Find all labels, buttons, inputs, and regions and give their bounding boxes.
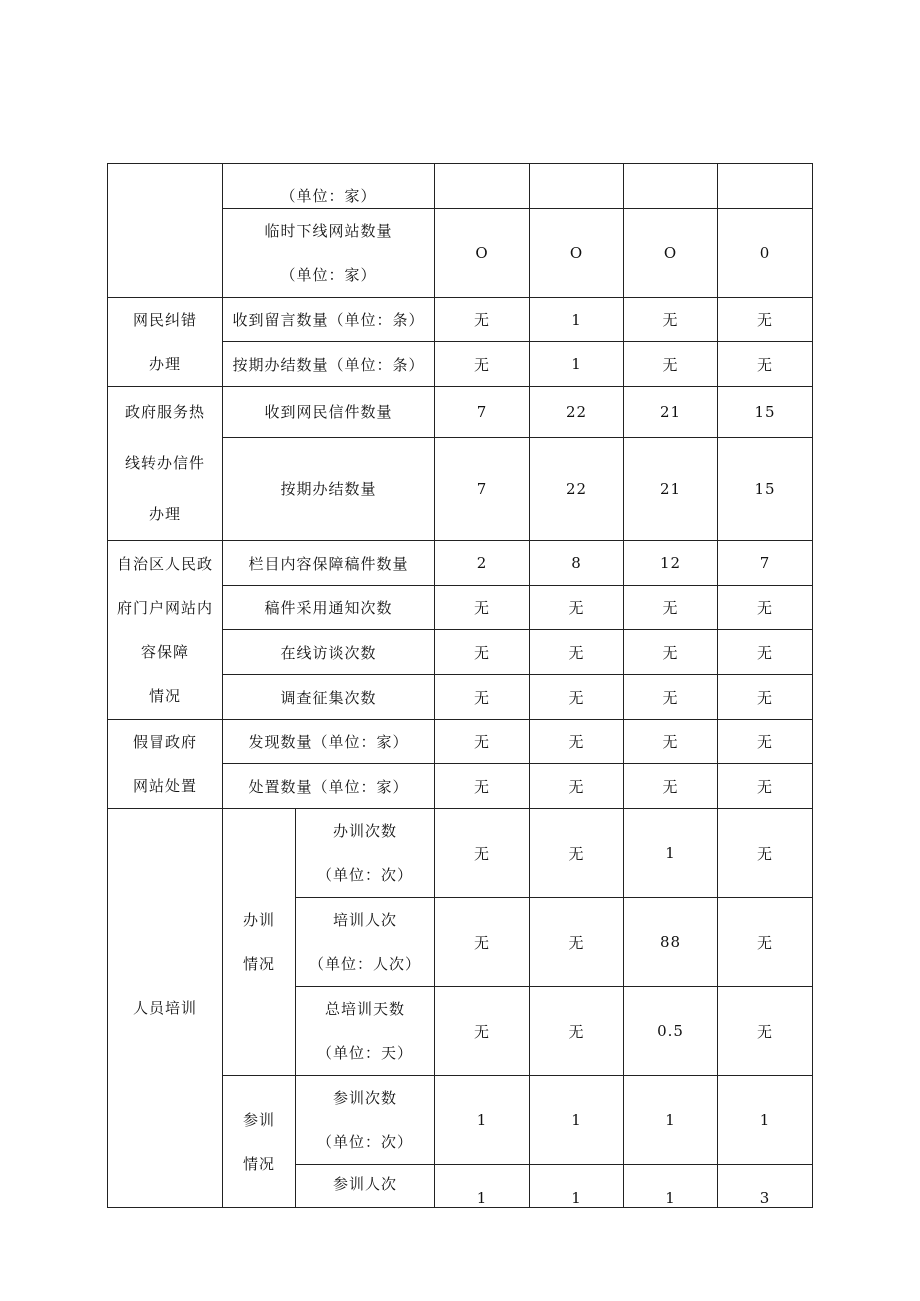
value-cell: 无 bbox=[624, 298, 718, 342]
value-cell bbox=[624, 164, 718, 209]
value-cell: 7 bbox=[435, 437, 530, 540]
item-unit: （单位：家） bbox=[223, 164, 435, 209]
value-cell: 8 bbox=[530, 541, 624, 586]
value-cell: 21 bbox=[624, 437, 718, 540]
value-cell: 无 bbox=[530, 987, 624, 1076]
value-cell: 无 bbox=[530, 720, 624, 764]
item-cell bbox=[296, 898, 435, 987]
value-cell: 无 bbox=[435, 342, 530, 387]
subcategory-cell bbox=[223, 809, 296, 1076]
item-unit: （单位：人次） bbox=[309, 955, 422, 973]
item-cell bbox=[296, 1076, 435, 1165]
value-cell: 无 bbox=[624, 764, 718, 809]
category-line: 政府服务热 bbox=[124, 403, 205, 421]
value-cell: 无 bbox=[435, 720, 530, 764]
category-cell bbox=[108, 720, 223, 809]
value-cell: 22 bbox=[530, 437, 624, 540]
category-line: 办理 bbox=[148, 505, 181, 523]
value-cell: 3 bbox=[718, 1165, 813, 1208]
category-line: 网民纠错 bbox=[132, 311, 197, 329]
item-label: 参训人次 bbox=[296, 1165, 435, 1208]
value-cell: 无 bbox=[624, 720, 718, 764]
item-label: 培训人次 bbox=[333, 911, 398, 929]
value-cell: 无 bbox=[530, 898, 624, 987]
category-line: 情况 bbox=[148, 687, 181, 705]
value-cell: 1 bbox=[435, 1165, 530, 1208]
category-line: 容保障 bbox=[140, 643, 189, 661]
value-cell: 无 bbox=[718, 675, 813, 720]
category-cell: 人员培训 bbox=[108, 809, 223, 1208]
value-cell: 21 bbox=[624, 387, 718, 438]
subcategory-line: 情况 bbox=[242, 955, 275, 973]
value-cell: 无 bbox=[624, 586, 718, 630]
value-cell: 无 bbox=[530, 675, 624, 720]
value-cell: 无 bbox=[435, 630, 530, 675]
value-cell: 无 bbox=[718, 764, 813, 809]
category-cell-empty bbox=[108, 164, 223, 298]
category-line: 线转办信件 bbox=[124, 454, 205, 472]
item-label: 参训次数 bbox=[333, 1089, 398, 1107]
value-cell: 无 bbox=[435, 298, 530, 342]
value-cell: 无 bbox=[435, 898, 530, 987]
value-cell: 1 bbox=[435, 1076, 530, 1165]
value-cell: 2 bbox=[435, 541, 530, 586]
category-line: 假冒政府 bbox=[132, 733, 197, 751]
value-cell: 0 bbox=[718, 209, 813, 298]
value-cell: O bbox=[624, 209, 718, 298]
value-cell: 7 bbox=[435, 387, 530, 438]
item-label: 在线访谈次数 bbox=[223, 630, 435, 675]
item-label: 总培训天数 bbox=[325, 1000, 406, 1018]
value-cell: 无 bbox=[718, 342, 813, 387]
value-cell: 无 bbox=[624, 342, 718, 387]
value-cell: 1 bbox=[624, 1076, 718, 1165]
value-cell: 12 bbox=[624, 541, 718, 586]
value-cell: 22 bbox=[530, 387, 624, 438]
value-cell: 无 bbox=[435, 809, 530, 898]
item-label: 稿件采用通知次数 bbox=[223, 586, 435, 630]
item-label: 栏目内容保障稿件数量 bbox=[223, 541, 435, 586]
value-cell bbox=[530, 164, 624, 209]
value-cell: 1 bbox=[530, 298, 624, 342]
value-cell: 无 bbox=[718, 720, 813, 764]
value-cell: 无 bbox=[435, 586, 530, 630]
value-cell: 无 bbox=[718, 987, 813, 1076]
category-line: 自治区人民政 bbox=[116, 555, 213, 573]
table-row bbox=[108, 720, 813, 764]
item-label: 发现数量（单位：家） bbox=[223, 720, 435, 764]
value-cell: 1 bbox=[718, 1076, 813, 1165]
value-cell: 无 bbox=[624, 675, 718, 720]
value-cell: O bbox=[435, 209, 530, 298]
value-cell: 无 bbox=[718, 898, 813, 987]
item-label: 收到留言数量（单位：条） bbox=[223, 298, 435, 342]
value-cell: 1 bbox=[530, 1076, 624, 1165]
category-cell bbox=[108, 298, 223, 387]
item-unit: （单位：天） bbox=[317, 1044, 414, 1062]
table-row bbox=[108, 164, 813, 209]
value-cell: 无 bbox=[530, 630, 624, 675]
value-cell: 无 bbox=[624, 630, 718, 675]
value-cell: 88 bbox=[624, 898, 718, 987]
value-cell: 15 bbox=[718, 437, 813, 540]
item-cell bbox=[296, 987, 435, 1076]
item-unit: （单位：次） bbox=[317, 866, 414, 884]
value-cell: 15 bbox=[718, 387, 813, 438]
value-cell: 无 bbox=[530, 764, 624, 809]
item-unit: （单位：家） bbox=[280, 266, 377, 284]
category-cell bbox=[108, 387, 223, 541]
value-cell bbox=[435, 164, 530, 209]
category-line: 网站处置 bbox=[132, 777, 197, 795]
item-cell bbox=[296, 809, 435, 898]
statistics-table bbox=[107, 163, 813, 1208]
value-cell: 无 bbox=[530, 586, 624, 630]
category-line: 府门户网站内 bbox=[116, 599, 213, 617]
value-cell: 1 bbox=[624, 809, 718, 898]
item-label: 临时下线网站数量 bbox=[264, 222, 393, 240]
item-label: 调查征集次数 bbox=[223, 675, 435, 720]
value-cell: 无 bbox=[718, 809, 813, 898]
item-label: 按期办结数量（单位：条） bbox=[223, 342, 435, 387]
table-row bbox=[108, 541, 813, 586]
value-cell: O bbox=[530, 209, 624, 298]
subcategory-line: 参训 bbox=[242, 1110, 275, 1129]
item-unit: （单位：次） bbox=[317, 1133, 414, 1151]
item-label: 按期办结数量 bbox=[223, 437, 435, 540]
subcategory-cell bbox=[223, 1076, 296, 1208]
table-row bbox=[108, 809, 813, 898]
subcategory-line: 办训 bbox=[242, 911, 275, 929]
subcategory-line: 情况 bbox=[242, 1154, 275, 1173]
item-label: 处置数量（单位：家） bbox=[223, 764, 435, 809]
value-cell: 无 bbox=[718, 630, 813, 675]
category-line: 办理 bbox=[148, 355, 181, 373]
value-cell: 无 bbox=[435, 987, 530, 1076]
value-cell: 1 bbox=[530, 1165, 624, 1208]
value-cell: 无 bbox=[718, 298, 813, 342]
value-cell: 无 bbox=[530, 809, 624, 898]
value-cell: 无 bbox=[718, 586, 813, 630]
value-cell: 0.5 bbox=[624, 987, 718, 1076]
value-cell: 1 bbox=[530, 342, 624, 387]
item-label: 办训次数 bbox=[333, 822, 398, 840]
table-row bbox=[108, 298, 813, 342]
table-row bbox=[108, 387, 813, 438]
value-cell: 无 bbox=[435, 764, 530, 809]
value-cell: 无 bbox=[435, 675, 530, 720]
item-label: 收到网民信件数量 bbox=[223, 387, 435, 438]
category-cell bbox=[108, 541, 223, 720]
value-cell bbox=[718, 164, 813, 209]
item-cell bbox=[223, 209, 435, 298]
value-cell: 7 bbox=[718, 541, 813, 586]
value-cell: 1 bbox=[624, 1165, 718, 1208]
